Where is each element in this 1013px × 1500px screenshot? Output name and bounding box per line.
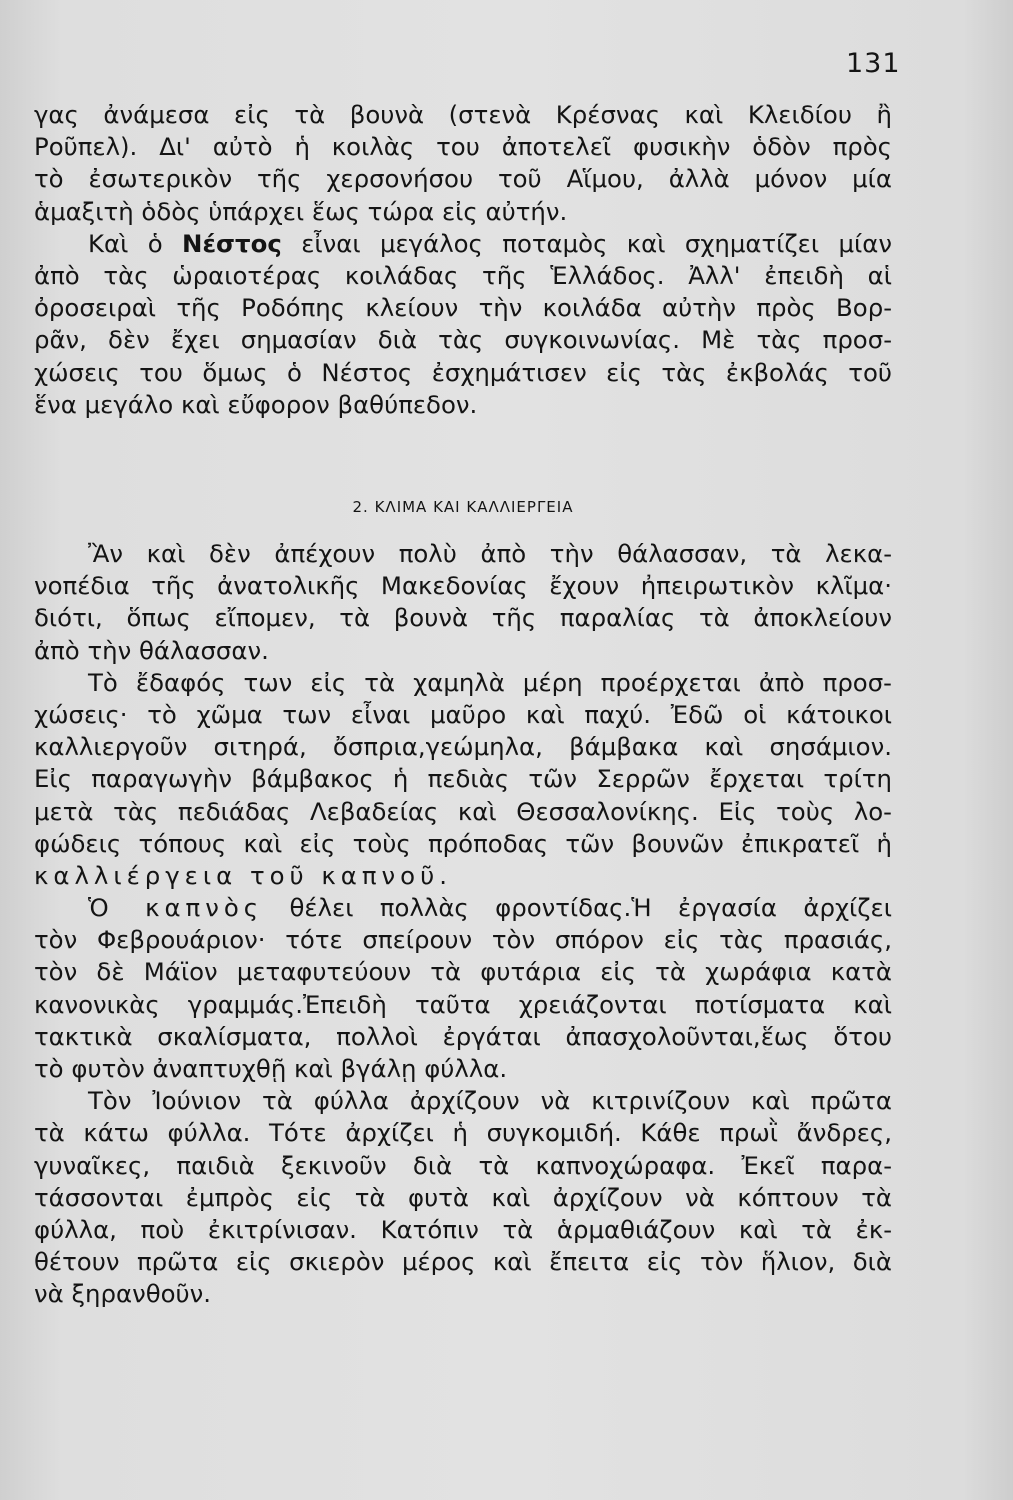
text-line: φώδεις τόπους καὶ εἰς τοὺς πρόποδας τῶν βουνῶν ἐπικρατεῖ ἡ <box>34 828 892 858</box>
text-line: τὸ φυτὸν ἀναπτυχθῇ καὶ βγάλῃ φύλλα. <box>34 1054 508 1083</box>
text-line: Ροῦπελ). Δι' αὐτὸ ἡ κοιλὰς του ἀποτελεῖ φυσικὴν ὁδὸν πρὸς <box>34 132 892 162</box>
section-heading: 2. ΚΛΙΜΑ ΚΑΙ ΚΑΛΛΙΕΡΓΕΙΑ <box>352 498 574 516</box>
river-name-bold: Νέστος <box>182 228 282 258</box>
page-number: 131 <box>846 48 901 79</box>
text-line: Εἰς παραγωγὴν βάμβακος ἡ πεδιὰς τῶν Σερρῶν ἔρχεται τρίτη <box>34 764 892 794</box>
text-line: νοπέδια τῆς ἀνατολικῆς Μακεδονίας ἔχουν ἠπειρωτικὸν κλῖμα· <box>34 571 892 601</box>
text-line: καλλιέργεια τοῦ καπνοῦ. <box>34 860 452 890</box>
paragraph-4 <box>34 667 892 892</box>
text-line: τάσσονται ἐμπρὸς εἰς τὰ φυτὰ καὶ ἀρχίζουν νὰ κόπτουν τὰ <box>34 1182 892 1212</box>
text-line: Τὸ ἔδαφός των εἰς τὰ χαμηλὰ μέρη προέρχεται ἀπὸ προσ- <box>88 667 892 697</box>
text-line: τὸ ἐσωτερικὸν τῆς χερσονήσου τοῦ Αἵμου, ἀλλὰ μόνον μία <box>34 164 892 194</box>
text-line: ἀπὸ τὴν θάλασσαν. <box>34 635 269 665</box>
text-line: κανονικὰς γραμμάς.Ἐπειδὴ ταῦτα χρειάζονται ποτίσματα καὶ <box>34 989 892 1019</box>
text-line: ἕνα μεγάλο καὶ εὔφορον βαθύπεδον. <box>34 389 478 419</box>
text-line: Ἂν καὶ δὲν ἀπέχουν πολὺ ἀπὸ τὴν θάλασσαν, τὰ λεκα- <box>88 539 892 568</box>
text-line: διότι, ὅπως εἴπομεν, τὰ βουνὰ τῆς παραλίας τὰ ἀποκλείουν <box>34 603 892 633</box>
text-block-bottom <box>34 538 892 1311</box>
text-span: εἶναι μεγάλος ποταμὸς καὶ σχηματίζει μίαν <box>281 228 892 258</box>
text-line: ἁμαξιτὴ ὁδὸς ὑπάρχει ἕως τώρα εἰς αὐτήν. <box>34 196 568 226</box>
text-span: Καὶ ὁ <box>88 228 183 258</box>
text-line: φύλλα, ποὺ ἐκιτρίνισαν. Κατόπιν τὰ ἁρμαθιάζουν καὶ τὰ ἐκ- <box>34 1214 892 1244</box>
text-line <box>34 228 892 260</box>
paragraph-2 <box>34 228 892 421</box>
text-line: χώσεις· τὸ χῶμα των εἶναι μαῦρο καὶ παχύ. Ἐδῶ οἱ κάτοικοι <box>34 699 892 729</box>
text-line: μετὰ τὰς πεδιάδας Λεβαδείας καὶ Θεσσαλονίκης. Εἰς τοὺς λο- <box>34 796 892 826</box>
text-line: τακτικὰ σκαλίσματα, πολλοὶ ἐργάται ἀπασχολοῦνται,ἕως ὅτου <box>34 1021 892 1051</box>
text-line: καλλιεργοῦν σιτηρά, ὄσπρια,γεώμηλα, βάμβακα καὶ σησάμιον. <box>34 732 892 762</box>
text-line: τὸν Φεβρουάριον· τότε σπείρουν τὸν σπόρον εἰς τὰς πρασιάς, <box>34 925 892 955</box>
text-line: νὰ ξηρανθοῦν. <box>34 1279 212 1309</box>
text-line: τὸν δὲ Μάϊον μεταφυτεύουν τὰ φυτάρια εἰς τὰ χωράφια κατὰ <box>34 957 892 987</box>
text-block-top <box>34 99 892 421</box>
text-span-spaced: Ὁ καπνὸς <box>88 893 264 923</box>
text-line: χώσεις του ὅμως ὁ Νέστος ἐσχημάτισεν εἰς τὰς ἐκβολάς τοῦ <box>34 357 892 387</box>
text-line: Τὸν Ἰούνιον τὰ φύλλα ἀρχίζουν νὰ κιτρινίζουν καὶ πρῶτα <box>88 1086 892 1116</box>
text-span: θέλει πολλὰς φροντίδας.Ἡ ἐργασία ἀρχίζει <box>263 893 892 923</box>
paragraph-5 <box>34 892 892 1085</box>
text-line: ρᾶν, δὲν ἔχει σημασίαν διὰ τὰς συγκοινωνίας. Μὲ τὰς προσ- <box>34 325 892 355</box>
text-line <box>34 892 892 924</box>
text-line: γυναῖκες, παιδιὰ ξεκινοῦν διὰ τὰ καπνοχώραφα. Ἐκεῖ παρα- <box>34 1150 892 1180</box>
text-line: ἀπὸ τὰς ὡραιοτέρας κοιλάδας τῆς Ἑλλάδος. Ἀλλ' ἐπειδὴ αἱ <box>34 260 892 290</box>
paragraph-3 <box>34 538 892 667</box>
text-line: γας ἀνάμεσα εἰς τὰ βουνὰ (στενὰ Κρέσνας καὶ Κλειδίου ἢ <box>34 100 892 129</box>
paragraph-6 <box>34 1085 892 1310</box>
text-line: ὀροσειραὶ τῆς Ροδόπης κλείουν τὴν κοιλάδα αὐτὴν πρὸς Βορ- <box>34 293 892 323</box>
text-line: θέτουν πρῶτα εἰς σκιερὸν μέρος καὶ ἔπειτα εἰς τὸν ἥλιον, διὰ <box>34 1247 892 1277</box>
text-line: τὰ κάτω φύλλα. Τότε ἀρχίζει ἡ συγκομιδή. Κάθε πρωῒ ἄνδρες, <box>34 1118 892 1148</box>
paragraph-1 <box>34 99 892 228</box>
